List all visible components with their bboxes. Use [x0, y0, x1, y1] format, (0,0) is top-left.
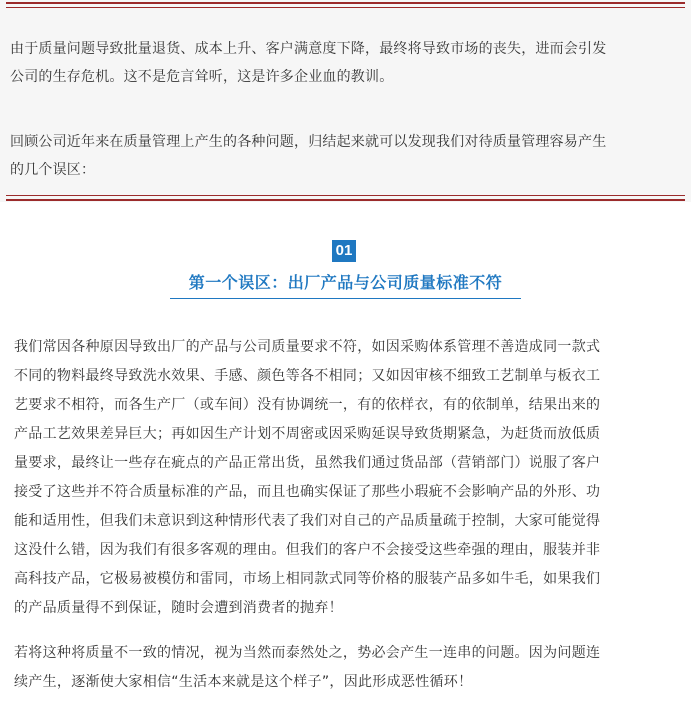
body-paragraph-1-line: 能和适用性，但我们未意识到这种情形代表了我们对自己的产品质量疏于控制，大家可能觉得: [14, 513, 601, 529]
intro-paragraph-1-line: 公司的生存危机。这不是危言耸听，这是许多企业血的教训。: [10, 69, 394, 85]
body-paragraph-1-line: 我们常因各种原因导致出厂的产品与公司质量要求不符，如因采购体系管理不善造成同一款式: [14, 339, 601, 355]
body-paragraph-1-line: 高科技产品，它极易被模仿和雷同，市场上相同款式同等价格的服装产品多如牛毛，如果我们: [14, 571, 601, 587]
intro-paragraph-2-line: 回顾公司近年来在质量管理上产生的各种问题，归结起来就可以发现我们对待质量管理容易产生: [10, 134, 607, 150]
quote-bottom-rule: [6, 199, 685, 201]
body-paragraph-2-line: 若将这种将质量不一致的情况，视为当然而泰然处之，势必会产生一连串的问题。因为问题连: [14, 645, 601, 661]
body-paragraph-1-line: 的产品质量得不到保证，随时会遭到消费者的抛弃！: [14, 600, 343, 616]
body-paragraph-2: [14, 639, 682, 697]
section-title: 第一个误区：出厂产品与公司质量标准不符: [188, 273, 503, 292]
quote-top-rule: [6, 2, 685, 4]
body-paragraph-1-line: 量要求，最终让一些存在疵点的产品正常出货，虽然我们通过货品部（营销部门）说服了客户: [14, 455, 601, 471]
intro-quote-box: [0, 0, 691, 202]
body-paragraph-1-line: 产品工艺效果差异巨大；再如因生产计划不周密或因采购延误导致货期紧急，为赶货而放低质: [14, 426, 601, 442]
section-number-badge: 01: [332, 240, 356, 262]
section-title-underline: [170, 298, 521, 299]
intro-paragraph-2: [10, 128, 685, 184]
body-paragraph-1-line: 不同的物料最终导致洗水效果、手感、颜色等各不相同；又如因审核不细致工艺制单与板衣工: [14, 368, 601, 384]
body-paragraph-1: [14, 333, 682, 623]
body-paragraph-1-line: 这没什么错，因为我们有很多客观的理由。但我们的客户不会接受这些牵强的理由，服装并非: [14, 542, 601, 558]
intro-paragraph-1-line: 由于质量问题导致批量退货、成本上升、客户满意度下降，最终将导致市场的丧失，进而会引发: [10, 41, 607, 57]
body-paragraph-1-line: 艺要求不相符，而各生产厂（或车间）没有协调统一，有的依样衣，有的依制单，结果出来的: [14, 397, 601, 413]
quote-top-rule-thin: [6, 7, 685, 8]
intro-paragraph-2-line: 的几个误区：: [10, 162, 96, 178]
intro-paragraph-1: [10, 35, 685, 91]
body-paragraph-1-line: 接受了这些并不符合质量标准的产品，而且也确实保证了那些小瑕疵不会影响产品的外形、功: [14, 484, 601, 500]
body-paragraph-2-line: 续产生，逐渐使大家相信“生活本来就是这个样子”，因此形成恶性循环！: [14, 674, 473, 690]
quote-bottom-rule-thin: [6, 195, 685, 196]
